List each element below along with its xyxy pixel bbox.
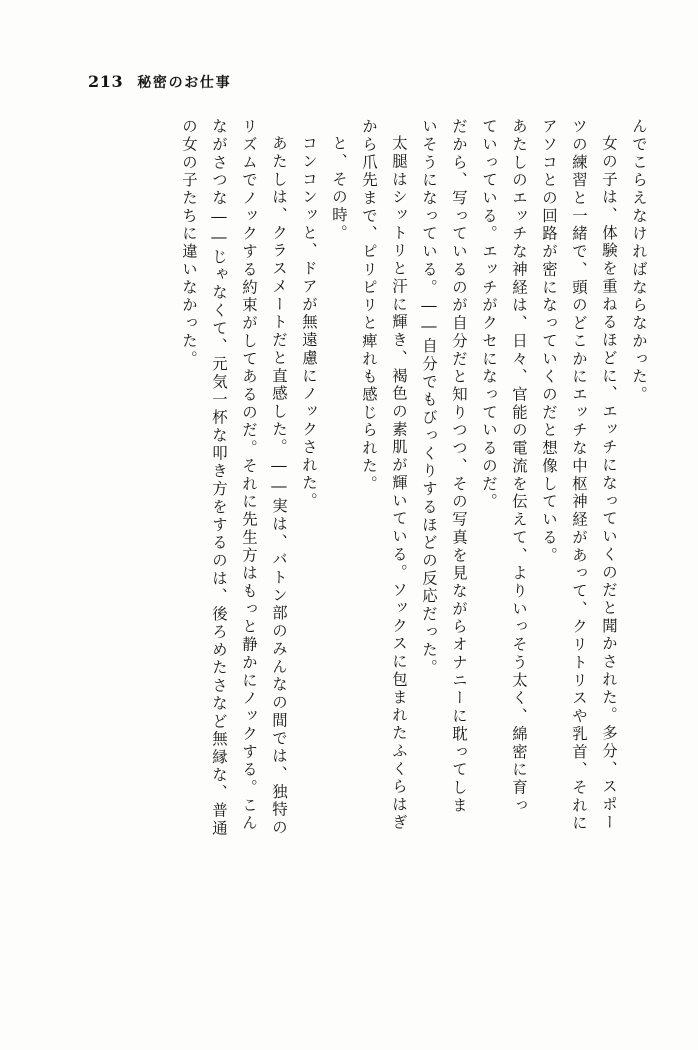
text-column: あたしは、クラスメートだと直感した。――実は、バトン部のみんなの間では、独特の [270, 135, 288, 837]
text-column: の女の子たちに違いなかった。 [180, 118, 198, 369]
text-column: ていっている。エッチがクセになっているのだ。 [480, 118, 498, 512]
text-column: アソコとの回路が密になっていくのだと想像している。 [540, 118, 558, 565]
text-column: から爪先まで、ピリピリと痺れも感じられた。 [360, 118, 378, 494]
running-title: 秘密のお仕事 [137, 75, 232, 91]
page-header [88, 72, 231, 92]
text-column: んでこらえなければならなかった。 [630, 118, 648, 404]
text-column: ながさつな――じゃなくて、元気一杯な叩き方をするのは、後ろめたさなど無縁な、普通 [210, 118, 228, 838]
text-column: と、その時。 [330, 135, 348, 243]
text-column: 太腿はシットリと汗に輝き、褐色の素肌が輝いている。ソックスに包まれたふくらはぎ [390, 135, 408, 832]
text-column: 女の子は、体験を重ねるほどに、エッチになっていくのだと聞かされた。多分、スポー [600, 135, 618, 832]
text-column: いそうになっている。――自分でもびっくりするほどの反応だった。 [420, 118, 438, 677]
text-column: だから、写っているのが自分だと知りつつ、その写真を見ながらオナニーに耽ってしま [450, 118, 468, 815]
text-column: リズムでノックする約束がしてあるのだ。それに先生方はもっと静かにノックする。こん [240, 118, 258, 833]
page-number: 213 [88, 72, 124, 91]
text-column: あたしのエッチな神経は、日々、官能の電流を伝えて、よりいっそう太く、綿密に育っ [510, 118, 528, 815]
text-column: ツの練習と一緒で、頭のどこかにエッチな中枢神経があって、クリトリスや乳首、それに [570, 118, 588, 833]
text-column: コンコンッと、ドアが無遠慮にノックされた。 [300, 135, 318, 511]
body-text-block [66, 118, 646, 1018]
